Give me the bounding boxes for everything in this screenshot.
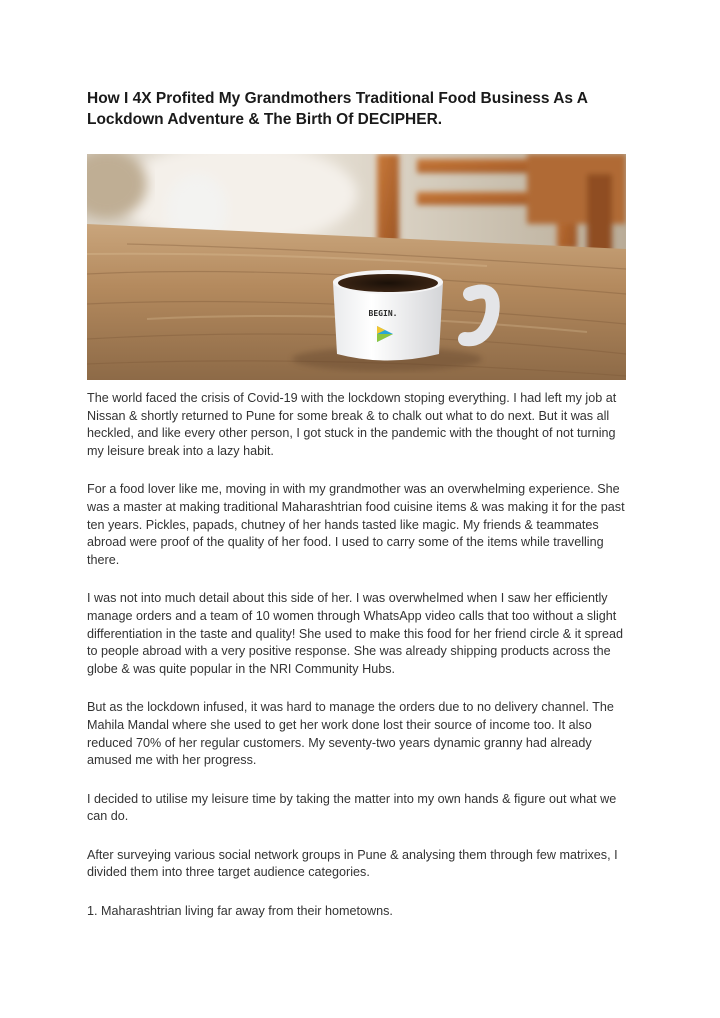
paragraph: The world faced the crisis of Covid-19 with the lockdown stoping everything. I had left my job at Nissan & shortly returned to Pune for some break & to chalk out what to do next. But it was all heckled, and like every other person, I got stuck in the pandemic with the thought of not turning my leisure break into a lazy habit. <box>87 391 617 458</box>
paragraph: I was not into much detail about this side of her. I was overwhelmed when I saw her efficiently manage orders and a team of 10 women through WhatsApp video calls that too without a slight differentiation in the taste and quality! She used to make this food for her friend circle & it spread to people abroad with a very positive response. She was already shipping products across the globe & was quite popular in the NRI Community Hubs. <box>87 591 624 676</box>
paragraph: But as the lockdown infused, it was hard to manage the orders due to no delivery channel. The Mahila Mandal where she used to get her work done lost their source of income too. It also reduced 70% of her regular customers. My seventy-two years dynamic granny had already amused me with her progress. <box>87 700 614 768</box>
article-title: How I 4X Profited My Grandmothers Traditional Food Business As A Lockdown Adventure & The Birth Of DECIPHER. <box>87 90 588 128</box>
paragraph: For a food lover like me, moving in with my grandmother was an overwhelming experience. She was a master at making traditional Maharashtrian food cuisine items & was making it for the past ten years. Pickles, papads, chutney of her hands tasted like magic. My friends & teammates abroad were proof of the quality of her food. I used to carry some of the items while travelling there. <box>87 482 625 567</box>
hero-image <box>87 154 626 380</box>
paragraph: After surveying various social network groups in Pune & analysing them through few matrixes, I divided them into three target audience categories. <box>87 847 618 880</box>
coffee-mug-photo <box>87 154 626 380</box>
mug-text: BEGIN. <box>368 309 398 318</box>
article-body <box>87 390 632 942</box>
list-item: 1. Maharashtrian living far away from their hometowns. <box>87 904 393 919</box>
paragraph: I decided to utilise my leisure time by taking the matter into my own hands & figure out what we can do. <box>87 791 617 824</box>
